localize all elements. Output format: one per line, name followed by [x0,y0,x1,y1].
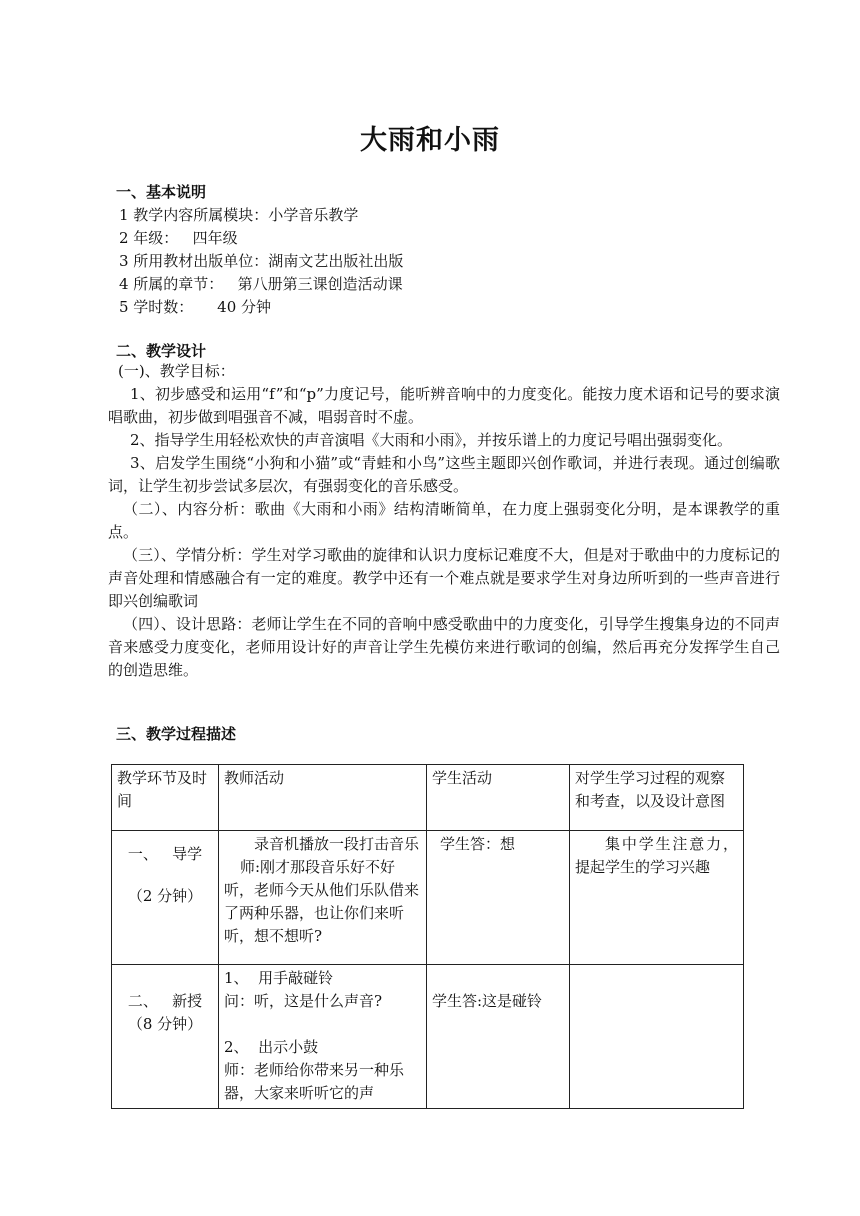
goal-1: 1、初步感受和运用“f”和“p”力度记号，能听辨音响中的力度变化。能按力度术语和记号的要求演唱歌曲，初步做到唱强音不减，唱弱音时不虚。 [108,385,780,426]
row1-observe: 集中学生注意力，提起学生的学习兴趣 [575,835,738,876]
goals-label: (一)、教学目标： [118,362,235,380]
student-analysis: （三）、学情分析：学生对学习歌曲的旋律和认识力度标记难度不大，但是对于歌曲中的力度标记的声音处理和情感融合有一定的难度。教学中还有一个难点就是要求学生对身边所听到的一些声音进行即兴创编歌词 [108,546,780,610]
header-stage: 教学环节及时间 [112,765,219,831]
row1-teacher-line2: 师:刚才那段音乐好不好听，老师今天从他们乐队借来了两种乐器，也让你们来听听，想不想听? [224,858,420,945]
row2-student-cell [427,965,570,1109]
row2-teacher-a2: 问：听，这是什么声音? [224,992,383,1010]
row1-teacher-cell [219,831,427,965]
header-student: 学生活动 [427,765,570,831]
goal-3: 3、启发学生围绕“小狗和小猫”或“青蛙和小鸟”这些主题即兴创作歌词，并进行表现。通过创编歌词，让学生初步尝试多层次，有强弱变化的音乐感受。 [108,454,780,495]
design-idea: （四）、设计思路：老师让学生在不同的音响中感受歌曲中的力度变化，引导学生搜集身边的不同声音来感受力度变化，老师用设计好的声音让学生先模仿来进行歌词的创编，然后再充分发挥学生自己的创造思维。 [108,615,780,679]
row1-teacher-line1: 录音机播放一段打击音乐 [254,835,420,853]
section-heading-design: 二、教学设计 [116,342,207,360]
row2-teacher-cell [219,965,427,1109]
info-item-publisher: 3 所用教材出版单位：湖南文艺出版社出版 [119,252,404,270]
header-teacher: 教师活动 [219,765,427,831]
content-analysis: （二）、内容分析：歌曲《大雨和小雨》结构清晰简单，在力度上强弱变化分明，是本课教学的重点。 [108,500,780,541]
row2-student: 学生答:这是碰铃 [432,992,543,1010]
table-header-row [112,765,744,831]
document-title: 大雨和小雨 [360,125,500,156]
design-body [108,360,780,682]
row1-time: （2 分钟） [127,887,203,905]
info-item-module: 1 教学内容所属模块：小学音乐教学 [119,206,359,224]
info-item-duration: 5 学时数： 40 分钟 [119,298,272,316]
row1-observe-cell [570,831,744,965]
row2-stage: 二、 新授 [127,992,203,1010]
table-row [112,965,744,1109]
info-item-grade: 2 年级： 四年级 [119,229,238,247]
info-item-chapter: 4 所属的章节： 第八册第三课创造活动课 [119,275,403,293]
row2-stage-cell [112,965,219,1109]
basic-info-list [119,204,403,319]
goal-2: 2、指导学生用轻松欢快的声音演唱《大雨和小雨》，并按乐谱上的力度记号唱出强弱变化。 [130,431,733,449]
row2-teacher-a1: 1、 用手敲碰铃 [224,969,334,987]
section-heading-basic-info: 一、基本说明 [116,183,207,201]
row1-student: 学生答：想 [440,835,516,853]
table-row [112,831,744,965]
process-table [111,764,744,1109]
row2-time: （8 分钟） [127,1015,203,1033]
row1-student-cell [427,831,570,965]
row1-stage-cell [112,831,219,965]
section-heading-process: 三、教学过程描述 [116,725,237,743]
row1-stage: 一、 导学 [127,845,203,863]
row2-observe-cell [570,965,744,1109]
row2-teacher-b2: 师：老师给你带来另一种乐器，大家来听听它的声 [224,1061,405,1102]
header-observe: 对学生学习过程的观察和考查，以及设计意图 [570,765,744,831]
row2-teacher-b1: 2、 出示小鼓 [224,1038,319,1056]
